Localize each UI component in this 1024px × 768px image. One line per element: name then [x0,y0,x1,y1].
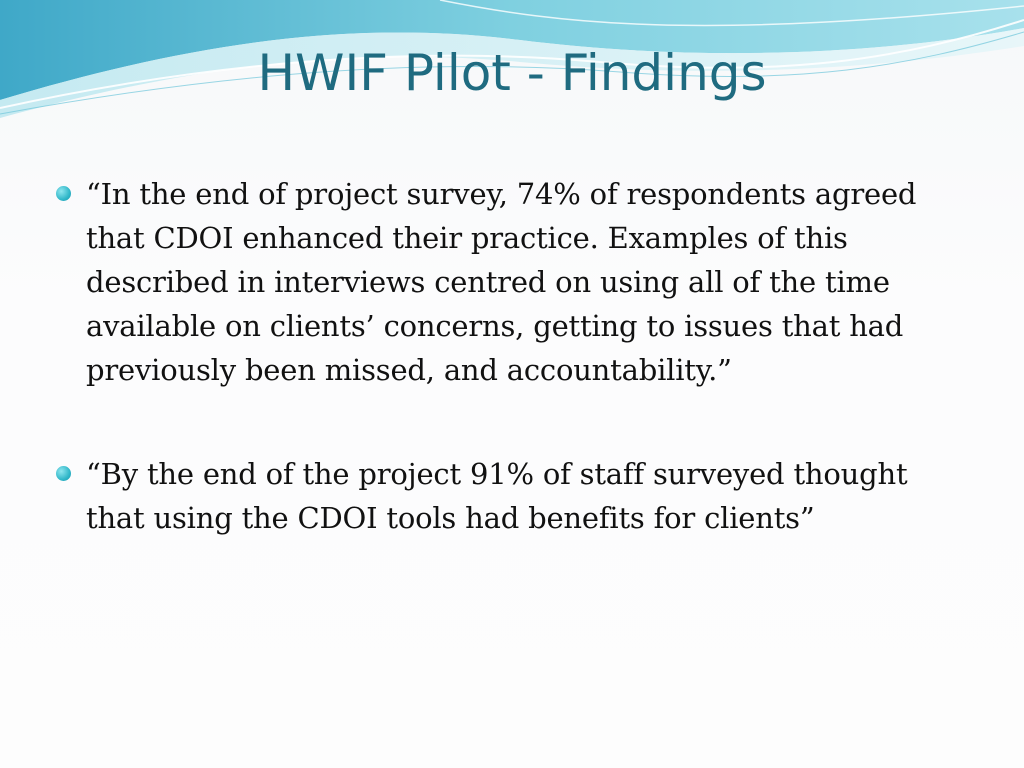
bullet-text-1: “In the end of project survey, 74% of respondents agreed that CDOI enhanced their practice. Examples of this described in interviews centred on using all of the time available on clients’ concerns, getting to issues that had previously been missed, and accountability.” [86,177,917,387]
slide-title: HWIF Pilot - Findings [257,44,767,102]
bullet-item-1 [56,172,956,392]
bullet-dot-icon [56,186,71,201]
bullet-list [56,172,956,600]
bullet-item-2 [56,452,956,540]
bullet-text-2: “By the end of the project 91% of staff surveyed thought that using the CDOI tools had benefits for clients” [86,457,908,535]
bullet-dot-icon [56,466,71,481]
